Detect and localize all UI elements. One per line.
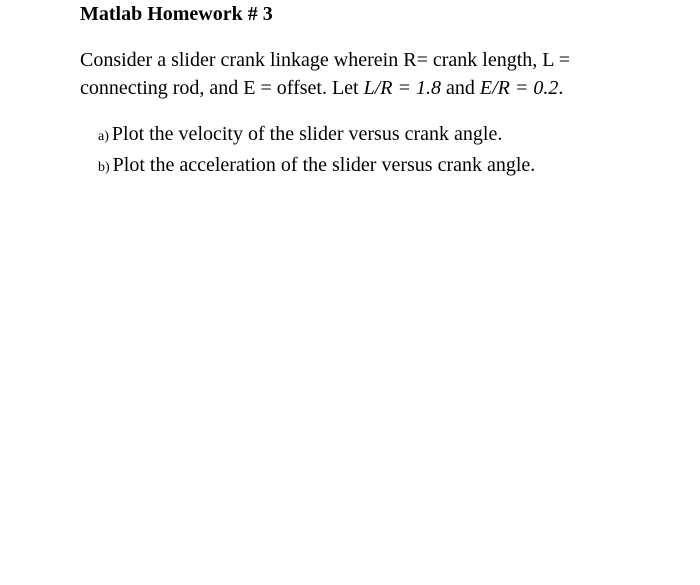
document-title: Matlab Homework # 3 xyxy=(80,3,273,25)
task-marker-b: b) xyxy=(98,160,110,175)
task-text-a: Plot the velocity of the slider versus crank angle. xyxy=(111,123,503,145)
task-text-b: Plot the acceleration of the slider versus crank angle. xyxy=(112,154,536,176)
problem-statement-line-2 xyxy=(80,74,680,102)
task-list xyxy=(98,120,535,182)
ratio-e-over-r: E/R = 0.2 xyxy=(479,77,559,99)
problem-statement-line-1: Consider a slider crank linkage wherein R= crank length, L = xyxy=(80,49,570,71)
problem-statement-text: connecting rod, and E = offset. Let xyxy=(80,77,364,99)
task-marker-a: a) xyxy=(98,129,109,144)
task-item-b xyxy=(98,151,535,182)
ratio-l-over-r: L/R = 1.8 xyxy=(363,77,442,99)
conjunction-text: and xyxy=(441,77,480,99)
problem-statement xyxy=(80,46,680,102)
task-item-a xyxy=(98,120,535,151)
sentence-end: . xyxy=(558,77,564,99)
